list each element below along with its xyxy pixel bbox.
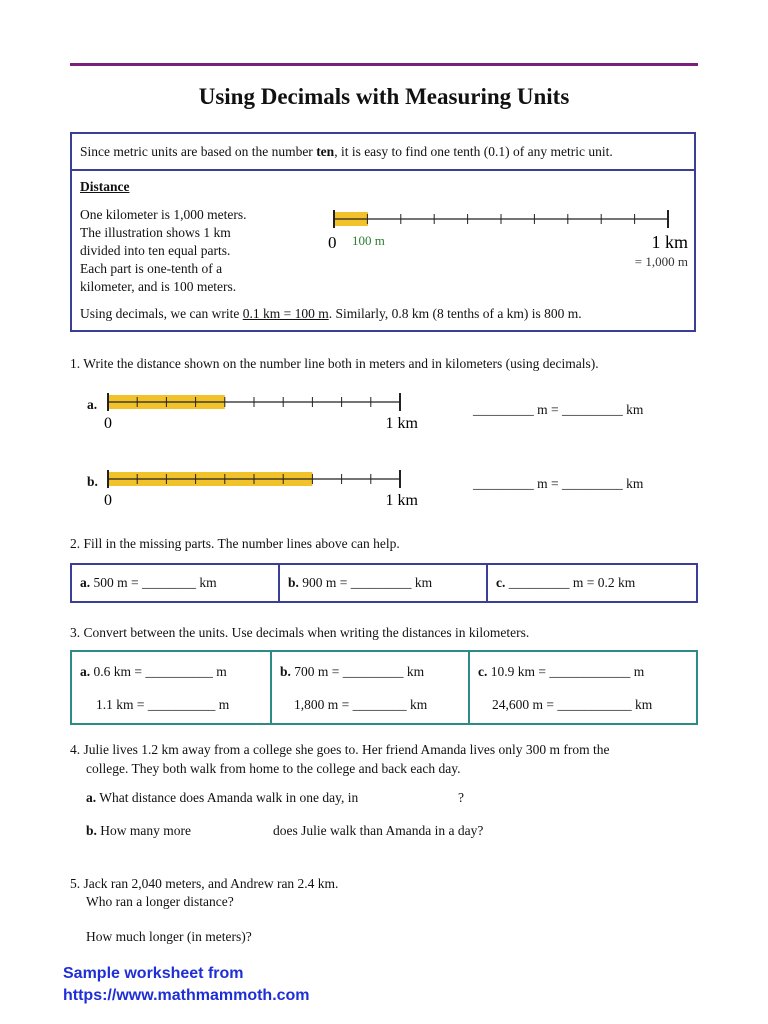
- part-label: 100 m: [352, 233, 385, 248]
- q2-cell-a[interactable]: a. 500 m = ________ km: [80, 575, 217, 590]
- intro-row: [72, 134, 694, 171]
- q1-prompt: 1. Write the distance shown on the number line both in meters and in kilometers (using decimals).: [70, 356, 599, 371]
- q4b: b. How many more: [86, 823, 191, 838]
- intro-text-after: , it is easy to find one tenth (0.1) of any metric unit.: [334, 144, 613, 159]
- q3-prompt: 3. Convert between the units. Use decimals when writing the distances in kilometers.: [70, 625, 530, 640]
- distance-text: [80, 206, 246, 296]
- q4b-end: does Julie walk than Amanda in a day?: [273, 823, 484, 838]
- q1b-answer[interactable]: _________ m = _________ km: [473, 476, 644, 491]
- q4a-end: ?: [458, 790, 464, 805]
- q5-line2: Who ran a longer distance?: [86, 894, 234, 909]
- q1b-zero-label: 0: [104, 492, 112, 509]
- q2-prompt: 2. Fill in the missing parts. The number lines above can help.: [70, 536, 400, 551]
- q1a-answer[interactable]: _________ m = _________ km: [473, 402, 644, 417]
- q4-prompt-line2: college. They both walk from home to the college and back each day.: [86, 761, 461, 776]
- intro-bold: ten: [316, 144, 335, 159]
- footer-link[interactable]: https://www.mathmammoth.com: [63, 987, 310, 1004]
- using-underlined: 0.1 km = 100 m: [242, 306, 329, 321]
- q5-line3: How much longer (in meters)?: [86, 929, 252, 944]
- q2-table: [70, 563, 698, 603]
- q1b-label: b.: [87, 474, 98, 489]
- page-title: Using Decimals with Measuring Units: [198, 84, 570, 109]
- distance-line: divided into ten equal parts.: [80, 243, 231, 258]
- end-label: 1 km: [651, 232, 688, 252]
- distance-heading: Distance: [80, 179, 130, 194]
- intro-text-before: Since metric units are based on the number: [80, 144, 317, 159]
- q3-col-c[interactable]: c. 10.9 km = ____________ m 24,600 m = ___________ km: [469, 651, 697, 724]
- distance-line: kilometer, and is 100 meters.: [80, 279, 237, 294]
- q2-cell-b[interactable]: b. 900 m = _________ km: [279, 564, 487, 602]
- q4a: a. What distance does Amanda walk in one day, in: [86, 790, 359, 805]
- using-decimals-text: [80, 306, 582, 322]
- q3-col-b[interactable]: b. 700 m = _________ km 1,800 m = ________ km: [271, 651, 469, 724]
- zero-label: 0: [328, 233, 337, 252]
- q1a-zero-label: 0: [104, 415, 112, 432]
- q5-line1: 5. Jack ran 2,040 meters, and Andrew ran 2.4 km.: [70, 876, 339, 891]
- q1a-label: a.: [87, 397, 98, 412]
- top-rule: [70, 63, 698, 66]
- using-before: Using decimals, we can write: [80, 306, 243, 321]
- distance-line: One kilometer is 1,000 meters.: [80, 207, 247, 222]
- using-after: . Similarly, 0.8 km (8 tenths of a km) is 800 m.: [328, 306, 582, 321]
- distance-line: The illustration shows 1 km: [80, 225, 231, 240]
- q1b-number-line: [100, 467, 430, 512]
- footer: [63, 963, 310, 1007]
- q3-table: [70, 650, 698, 725]
- distance-line: Each part is one-tenth of a: [80, 261, 223, 276]
- equivalence-label: = 1,000 m: [634, 254, 688, 269]
- q2-cell-c[interactable]: c. _________ m = 0.2 km: [487, 564, 697, 602]
- footer-line1: Sample worksheet from: [63, 965, 244, 982]
- q4-prompt-line1: 4. Julie lives 1.2 km away from a college she goes to. Her friend Amanda lives only 300 m from the: [70, 742, 610, 757]
- q1a-end-label: 1 km: [385, 415, 418, 432]
- q3-col-a[interactable]: a. 0.6 km = __________ m 1.1 km = __________ m: [80, 663, 230, 712]
- illustration-number-line: [326, 200, 696, 275]
- q1a-number-line: [100, 390, 430, 435]
- q1b-end-label: 1 km: [385, 492, 418, 509]
